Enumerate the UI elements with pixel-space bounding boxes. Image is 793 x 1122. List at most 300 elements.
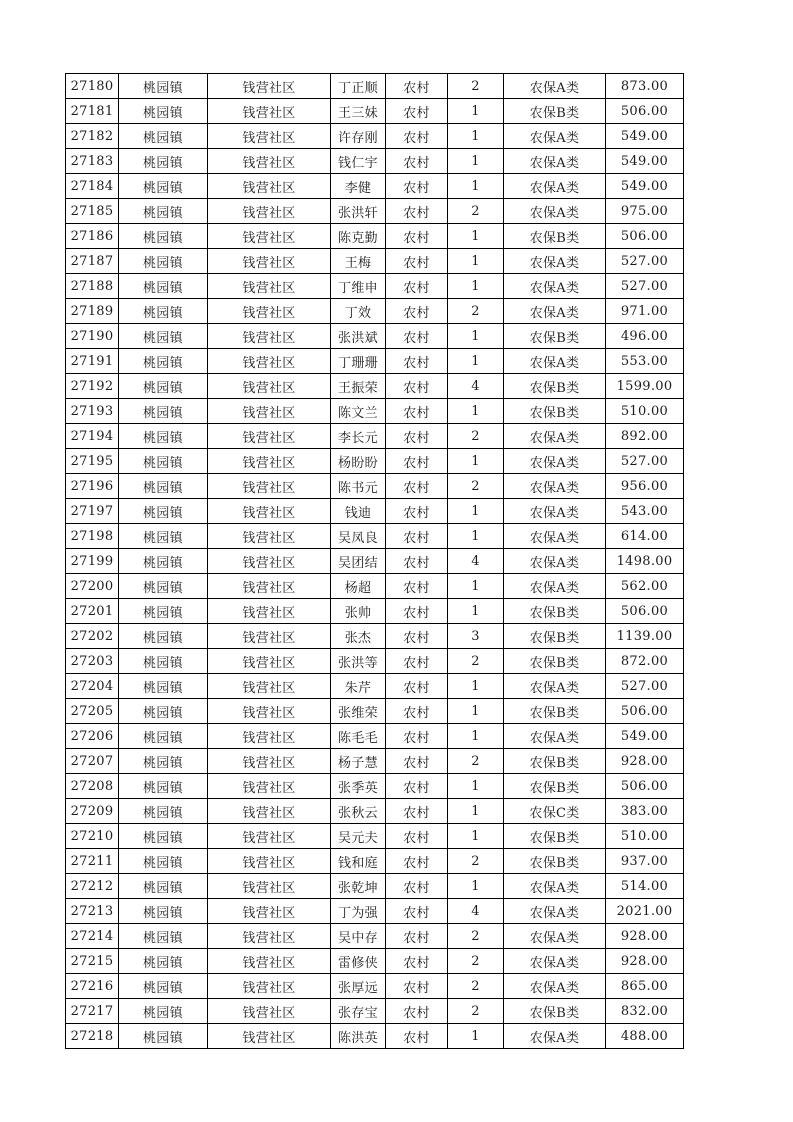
cell-name: 张乾坤 (331, 874, 386, 899)
cell-community: 钱营社区 (208, 474, 331, 499)
cell-id: 27209 (66, 799, 119, 824)
cell-amount: 496.00 (606, 324, 684, 349)
cell-insurance_type: 农保B类 (504, 774, 606, 799)
cell-category: 农村 (386, 124, 448, 149)
table-row (66, 649, 684, 674)
cell-category: 农村 (386, 874, 448, 899)
table-row (66, 799, 684, 824)
table-row (66, 699, 684, 724)
cell-name: 陈文兰 (331, 399, 386, 424)
cell-insurance_type: 农保A类 (504, 349, 606, 374)
cell-amount: 872.00 (606, 649, 684, 674)
table-row (66, 324, 684, 349)
cell-category: 农村 (386, 899, 448, 924)
cell-community: 钱营社区 (208, 524, 331, 549)
cell-name: 张维荣 (331, 699, 386, 724)
table-row (66, 224, 684, 249)
table-row (66, 199, 684, 224)
cell-amount: 873.00 (606, 74, 684, 99)
cell-community: 钱营社区 (208, 424, 331, 449)
cell-town: 桃园镇 (119, 374, 208, 399)
cell-town: 桃园镇 (119, 649, 208, 674)
cell-category: 农村 (386, 74, 448, 99)
table-row (66, 499, 684, 524)
cell-town: 桃园镇 (119, 749, 208, 774)
cell-community: 钱营社区 (208, 574, 331, 599)
cell-count: 1 (448, 524, 504, 549)
table-row (66, 749, 684, 774)
cell-insurance_type: 农保A类 (504, 674, 606, 699)
table-row (66, 474, 684, 499)
cell-amount: 553.00 (606, 349, 684, 374)
cell-category: 农村 (386, 374, 448, 399)
cell-category: 农村 (386, 724, 448, 749)
cell-count: 2 (448, 474, 504, 499)
cell-name: 陈书元 (331, 474, 386, 499)
cell-insurance_type: 农保B类 (504, 849, 606, 874)
cell-id: 27201 (66, 599, 119, 624)
cell-category: 农村 (386, 474, 448, 499)
table-row (66, 374, 684, 399)
cell-amount: 956.00 (606, 474, 684, 499)
table-row (66, 349, 684, 374)
cell-amount: 832.00 (606, 999, 684, 1024)
cell-community: 钱营社区 (208, 499, 331, 524)
cell-insurance_type: 农保A类 (504, 299, 606, 324)
cell-count: 1 (448, 174, 504, 199)
cell-community: 钱营社区 (208, 1024, 331, 1049)
cell-name: 雷修侠 (331, 949, 386, 974)
cell-insurance_type: 农保B类 (504, 699, 606, 724)
cell-amount: 865.00 (606, 974, 684, 999)
cell-insurance_type: 农保A类 (504, 149, 606, 174)
cell-id: 27211 (66, 849, 119, 874)
cell-town: 桃园镇 (119, 974, 208, 999)
cell-id: 27180 (66, 74, 119, 99)
cell-amount: 506.00 (606, 699, 684, 724)
cell-count: 1 (448, 674, 504, 699)
cell-category: 农村 (386, 949, 448, 974)
cell-community: 钱营社区 (208, 824, 331, 849)
cell-category: 农村 (386, 424, 448, 449)
cell-insurance_type: 农保B类 (504, 324, 606, 349)
cell-count: 1 (448, 774, 504, 799)
cell-amount: 506.00 (606, 224, 684, 249)
cell-insurance_type: 农保B类 (504, 224, 606, 249)
cell-name: 吴团结 (331, 549, 386, 574)
table-row (66, 124, 684, 149)
cell-community: 钱营社区 (208, 99, 331, 124)
table-row (66, 399, 684, 424)
cell-name: 张存宝 (331, 999, 386, 1024)
table-row (66, 974, 684, 999)
cell-category: 农村 (386, 449, 448, 474)
cell-community: 钱营社区 (208, 174, 331, 199)
table-row (66, 674, 684, 699)
table-row (66, 74, 684, 99)
cell-id: 27215 (66, 949, 119, 974)
cell-category: 农村 (386, 824, 448, 849)
cell-id: 27203 (66, 649, 119, 674)
cell-id: 27185 (66, 199, 119, 224)
cell-id: 27200 (66, 574, 119, 599)
cell-id: 27189 (66, 299, 119, 324)
table-row (66, 874, 684, 899)
cell-id: 27184 (66, 174, 119, 199)
cell-insurance_type: 农保B类 (504, 999, 606, 1024)
cell-id: 27204 (66, 674, 119, 699)
table-row (66, 924, 684, 949)
cell-category: 农村 (386, 524, 448, 549)
cell-insurance_type: 农保A类 (504, 874, 606, 899)
cell-insurance_type: 农保A类 (504, 499, 606, 524)
cell-category: 农村 (386, 924, 448, 949)
cell-name: 张杰 (331, 624, 386, 649)
cell-town: 桃园镇 (119, 949, 208, 974)
cell-count: 2 (448, 299, 504, 324)
cell-town: 桃园镇 (119, 799, 208, 824)
table-row (66, 449, 684, 474)
cell-amount: 549.00 (606, 124, 684, 149)
cell-id: 27181 (66, 99, 119, 124)
cell-name: 杨盼盼 (331, 449, 386, 474)
cell-community: 钱营社区 (208, 74, 331, 99)
cell-community: 钱营社区 (208, 399, 331, 424)
cell-count: 1 (448, 399, 504, 424)
table-row (66, 624, 684, 649)
cell-category: 农村 (386, 274, 448, 299)
cell-insurance_type: 农保B类 (504, 99, 606, 124)
cell-amount: 562.00 (606, 574, 684, 599)
cell-category: 农村 (386, 324, 448, 349)
cell-insurance_type: 农保B类 (504, 749, 606, 774)
cell-id: 27208 (66, 774, 119, 799)
table-row (66, 949, 684, 974)
cell-insurance_type: 农保A类 (504, 724, 606, 749)
cell-community: 钱营社区 (208, 724, 331, 749)
cell-category: 农村 (386, 1024, 448, 1049)
cell-id: 27217 (66, 999, 119, 1024)
cell-amount: 543.00 (606, 499, 684, 524)
cell-count: 1 (448, 874, 504, 899)
table-row (66, 824, 684, 849)
cell-insurance_type: 农保A类 (504, 574, 606, 599)
cell-community: 钱营社区 (208, 624, 331, 649)
cell-name: 丁珊珊 (331, 349, 386, 374)
cell-insurance_type: 农保C类 (504, 799, 606, 824)
cell-community: 钱营社区 (208, 599, 331, 624)
cell-town: 桃园镇 (119, 674, 208, 699)
cell-insurance_type: 农保B类 (504, 374, 606, 399)
cell-category: 农村 (386, 224, 448, 249)
cell-community: 钱营社区 (208, 549, 331, 574)
cell-town: 桃园镇 (119, 149, 208, 174)
cell-id: 27190 (66, 324, 119, 349)
cell-category: 农村 (386, 974, 448, 999)
cell-name: 丁效 (331, 299, 386, 324)
cell-name: 吴中存 (331, 924, 386, 949)
records-table (65, 73, 684, 1049)
cell-insurance_type: 农保A类 (504, 74, 606, 99)
cell-town: 桃园镇 (119, 599, 208, 624)
cell-name: 杨子慧 (331, 749, 386, 774)
cell-town: 桃园镇 (119, 499, 208, 524)
cell-id: 27213 (66, 899, 119, 924)
cell-category: 农村 (386, 99, 448, 124)
cell-amount: 2021.00 (606, 899, 684, 924)
cell-id: 27216 (66, 974, 119, 999)
table-row (66, 899, 684, 924)
cell-category: 农村 (386, 199, 448, 224)
cell-town: 桃园镇 (119, 349, 208, 374)
cell-count: 4 (448, 899, 504, 924)
cell-count: 2 (448, 74, 504, 99)
cell-category: 农村 (386, 649, 448, 674)
cell-insurance_type: 农保B类 (504, 824, 606, 849)
cell-count: 2 (448, 924, 504, 949)
cell-community: 钱营社区 (208, 149, 331, 174)
cell-name: 钱和庭 (331, 849, 386, 874)
cell-town: 桃园镇 (119, 724, 208, 749)
cell-count: 1 (448, 124, 504, 149)
cell-amount: 506.00 (606, 774, 684, 799)
cell-amount: 506.00 (606, 99, 684, 124)
cell-town: 桃园镇 (119, 824, 208, 849)
cell-amount: 937.00 (606, 849, 684, 874)
cell-category: 农村 (386, 549, 448, 574)
cell-amount: 971.00 (606, 299, 684, 324)
cell-amount: 975.00 (606, 199, 684, 224)
cell-insurance_type: 农保A类 (504, 924, 606, 949)
cell-id: 27199 (66, 549, 119, 574)
cell-count: 1 (448, 499, 504, 524)
cell-count: 1 (448, 349, 504, 374)
cell-community: 钱营社区 (208, 924, 331, 949)
cell-community: 钱营社区 (208, 899, 331, 924)
cell-id: 27210 (66, 824, 119, 849)
cell-count: 1 (448, 599, 504, 624)
cell-id: 27187 (66, 249, 119, 274)
cell-amount: 1498.00 (606, 549, 684, 574)
cell-category: 农村 (386, 774, 448, 799)
cell-count: 4 (448, 374, 504, 399)
cell-id: 27195 (66, 449, 119, 474)
table-row (66, 999, 684, 1024)
cell-town: 桃园镇 (119, 849, 208, 874)
cell-id: 27198 (66, 524, 119, 549)
cell-insurance_type: 农保A类 (504, 249, 606, 274)
cell-community: 钱营社区 (208, 299, 331, 324)
cell-insurance_type: 农保B类 (504, 649, 606, 674)
cell-category: 农村 (386, 299, 448, 324)
cell-count: 2 (448, 949, 504, 974)
cell-name: 陈毛毛 (331, 724, 386, 749)
cell-town: 桃园镇 (119, 424, 208, 449)
cell-id: 27214 (66, 924, 119, 949)
cell-count: 1 (448, 449, 504, 474)
cell-name: 张帅 (331, 599, 386, 624)
table-row (66, 849, 684, 874)
cell-name: 李长元 (331, 424, 386, 449)
cell-amount: 928.00 (606, 949, 684, 974)
cell-insurance_type: 农保B类 (504, 399, 606, 424)
cell-name: 陈洪英 (331, 1024, 386, 1049)
cell-id: 27183 (66, 149, 119, 174)
cell-community: 钱营社区 (208, 974, 331, 999)
table-row (66, 774, 684, 799)
table-row (66, 724, 684, 749)
cell-amount: 506.00 (606, 599, 684, 624)
cell-name: 许存刚 (331, 124, 386, 149)
cell-amount: 510.00 (606, 824, 684, 849)
cell-count: 1 (448, 149, 504, 174)
cell-community: 钱营社区 (208, 124, 331, 149)
cell-name: 王三妹 (331, 99, 386, 124)
table-row (66, 1024, 684, 1049)
cell-community: 钱营社区 (208, 849, 331, 874)
cell-insurance_type: 农保A类 (504, 949, 606, 974)
cell-name: 王梅 (331, 249, 386, 274)
cell-name: 李健 (331, 174, 386, 199)
cell-amount: 892.00 (606, 424, 684, 449)
cell-community: 钱营社区 (208, 324, 331, 349)
cell-id: 27205 (66, 699, 119, 724)
cell-count: 1 (448, 799, 504, 824)
table-row (66, 599, 684, 624)
table-row (66, 549, 684, 574)
table-row (66, 249, 684, 274)
cell-insurance_type: 农保A类 (504, 199, 606, 224)
cell-community: 钱营社区 (208, 674, 331, 699)
cell-town: 桃园镇 (119, 624, 208, 649)
cell-category: 农村 (386, 574, 448, 599)
table-row (66, 99, 684, 124)
cell-community: 钱营社区 (208, 799, 331, 824)
cell-town: 桃园镇 (119, 874, 208, 899)
cell-name: 陈克勤 (331, 224, 386, 249)
cell-community: 钱营社区 (208, 874, 331, 899)
cell-town: 桃园镇 (119, 199, 208, 224)
cell-id: 27202 (66, 624, 119, 649)
cell-insurance_type: 农保A类 (504, 449, 606, 474)
cell-category: 农村 (386, 749, 448, 774)
cell-count: 1 (448, 224, 504, 249)
cell-amount: 383.00 (606, 799, 684, 824)
cell-amount: 928.00 (606, 749, 684, 774)
table-row (66, 174, 684, 199)
table-row (66, 274, 684, 299)
cell-community: 钱营社区 (208, 349, 331, 374)
cell-amount: 549.00 (606, 174, 684, 199)
cell-community: 钱营社区 (208, 774, 331, 799)
cell-count: 1 (448, 324, 504, 349)
cell-name: 张洪等 (331, 649, 386, 674)
cell-count: 4 (448, 549, 504, 574)
table-row (66, 424, 684, 449)
cell-community: 钱营社区 (208, 699, 331, 724)
cell-count: 1 (448, 274, 504, 299)
cell-town: 桃园镇 (119, 699, 208, 724)
cell-id: 27218 (66, 1024, 119, 1049)
cell-insurance_type: 农保B类 (504, 624, 606, 649)
cell-town: 桃园镇 (119, 324, 208, 349)
cell-amount: 928.00 (606, 924, 684, 949)
cell-name: 张洪斌 (331, 324, 386, 349)
cell-insurance_type: 农保A类 (504, 424, 606, 449)
cell-town: 桃园镇 (119, 174, 208, 199)
cell-name: 张洪轩 (331, 199, 386, 224)
cell-town: 桃园镇 (119, 299, 208, 324)
cell-town: 桃园镇 (119, 574, 208, 599)
cell-id: 27193 (66, 399, 119, 424)
cell-category: 农村 (386, 799, 448, 824)
cell-community: 钱营社区 (208, 999, 331, 1024)
cell-name: 朱芹 (331, 674, 386, 699)
cell-id: 27192 (66, 374, 119, 399)
cell-count: 1 (448, 724, 504, 749)
table-row (66, 574, 684, 599)
cell-town: 桃园镇 (119, 449, 208, 474)
cell-category: 农村 (386, 999, 448, 1024)
cell-name: 张季英 (331, 774, 386, 799)
cell-name: 张厚远 (331, 974, 386, 999)
cell-amount: 527.00 (606, 449, 684, 474)
cell-id: 27191 (66, 349, 119, 374)
cell-category: 农村 (386, 849, 448, 874)
cell-name: 吴凤良 (331, 524, 386, 549)
cell-count: 2 (448, 999, 504, 1024)
cell-id: 27197 (66, 499, 119, 524)
records-table-body (66, 74, 684, 1049)
table-row (66, 299, 684, 324)
cell-town: 桃园镇 (119, 249, 208, 274)
cell-insurance_type: 农保A类 (504, 549, 606, 574)
cell-category: 农村 (386, 499, 448, 524)
cell-category: 农村 (386, 674, 448, 699)
cell-category: 农村 (386, 174, 448, 199)
cell-town: 桃园镇 (119, 474, 208, 499)
cell-count: 2 (448, 749, 504, 774)
cell-category: 农村 (386, 599, 448, 624)
cell-town: 桃园镇 (119, 774, 208, 799)
cell-name: 杨超 (331, 574, 386, 599)
cell-town: 桃园镇 (119, 224, 208, 249)
cell-amount: 488.00 (606, 1024, 684, 1049)
cell-town: 桃园镇 (119, 924, 208, 949)
cell-id: 27206 (66, 724, 119, 749)
cell-community: 钱营社区 (208, 649, 331, 674)
table-row (66, 524, 684, 549)
cell-count: 1 (448, 824, 504, 849)
cell-town: 桃园镇 (119, 274, 208, 299)
cell-amount: 1599.00 (606, 374, 684, 399)
cell-id: 27182 (66, 124, 119, 149)
cell-id: 27212 (66, 874, 119, 899)
cell-town: 桃园镇 (119, 549, 208, 574)
cell-count: 3 (448, 624, 504, 649)
cell-town: 桃园镇 (119, 999, 208, 1024)
cell-category: 农村 (386, 349, 448, 374)
cell-name: 钱仁宇 (331, 149, 386, 174)
cell-community: 钱营社区 (208, 274, 331, 299)
cell-town: 桃园镇 (119, 899, 208, 924)
cell-name: 钱迪 (331, 499, 386, 524)
cell-amount: 1139.00 (606, 624, 684, 649)
cell-count: 1 (448, 1024, 504, 1049)
cell-insurance_type: 农保A类 (504, 1024, 606, 1049)
cell-town: 桃园镇 (119, 74, 208, 99)
cell-amount: 527.00 (606, 674, 684, 699)
